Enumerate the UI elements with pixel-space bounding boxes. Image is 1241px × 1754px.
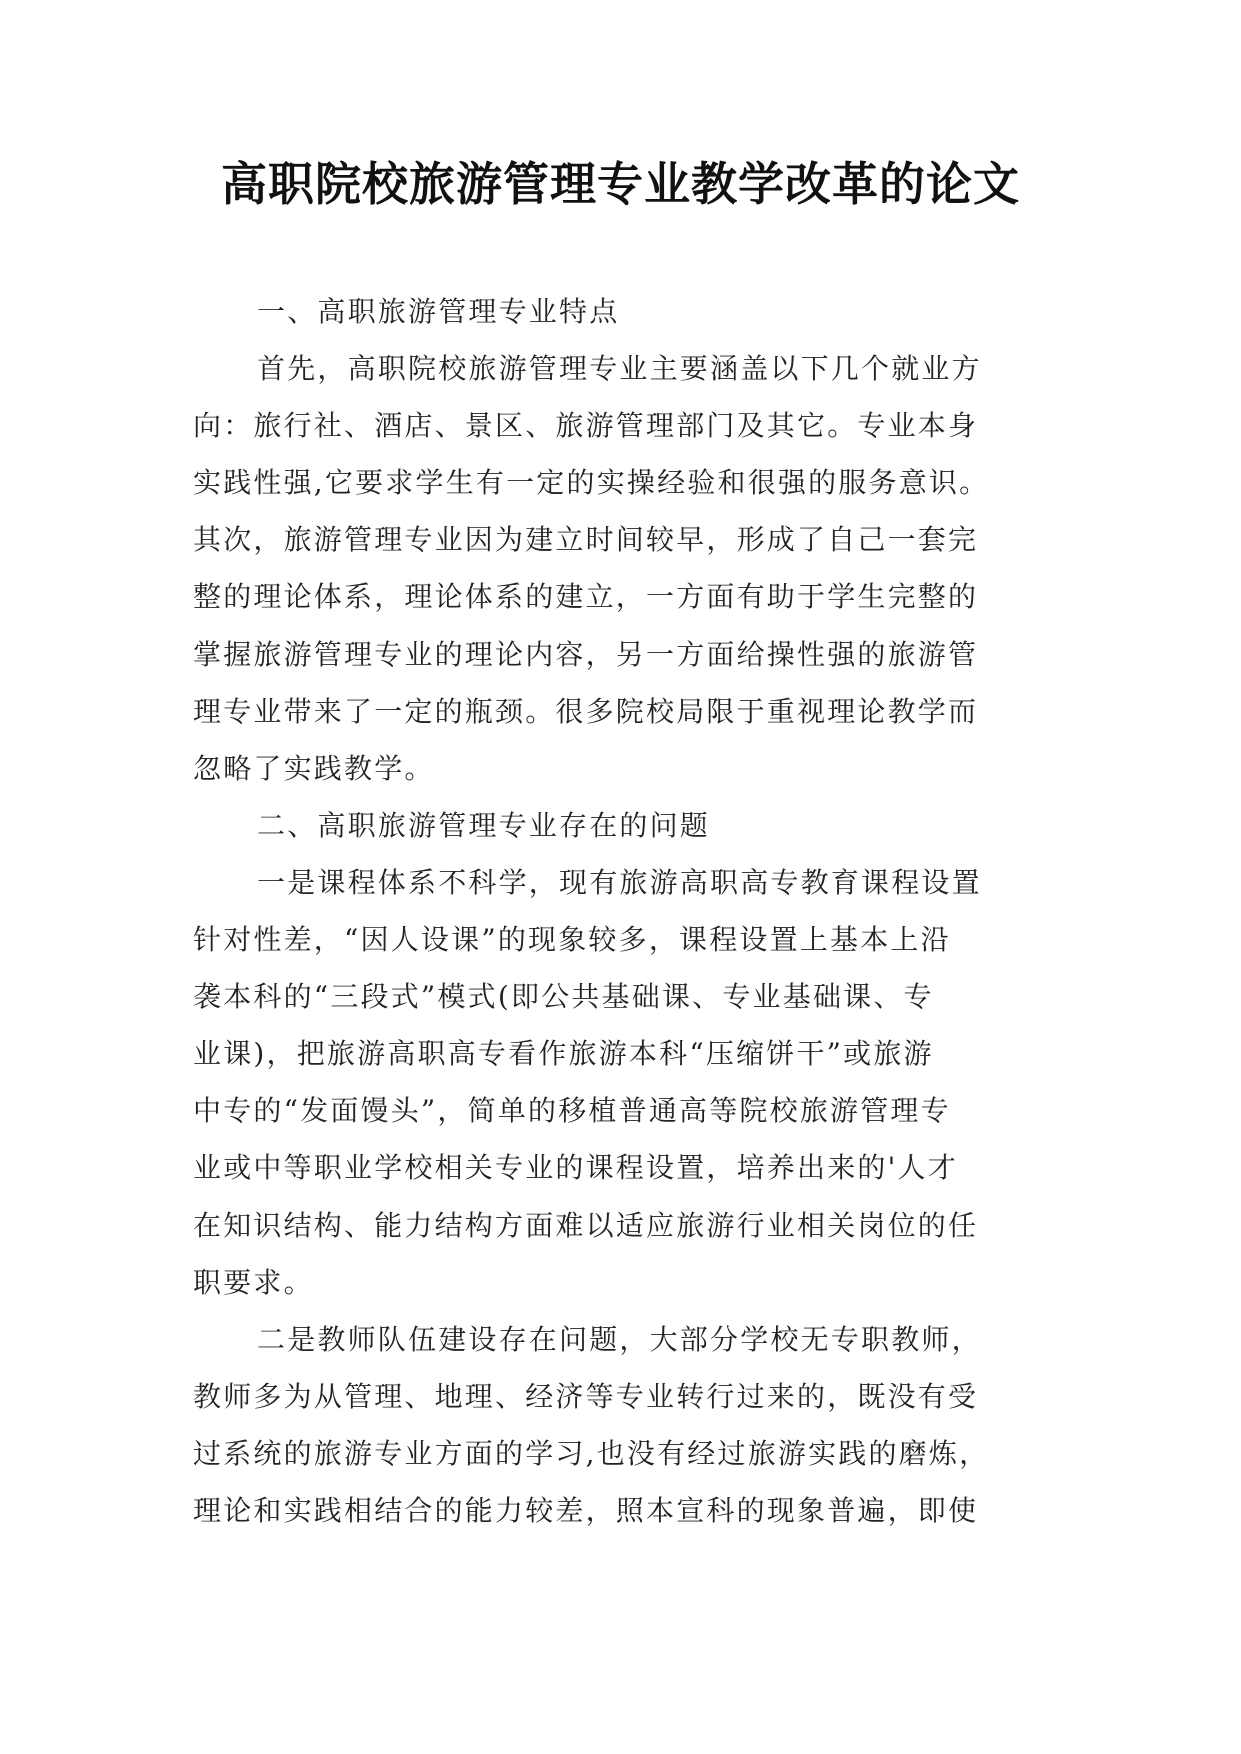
text-line: 一是课程体系不科学，现有旅游高职高专教育课程设置 — [257, 865, 982, 899]
text-line: 忽略了实践教学。 — [193, 751, 435, 785]
text-line: 整的理论体系，理论体系的建立，一方面有助于学生完整的 — [193, 580, 979, 614]
text-line: 其次，旅游管理专业因为建立时间较早，形成了自己一套完 — [193, 523, 979, 557]
text-line: 二、高职旅游管理专业存在的问题 — [257, 808, 711, 842]
text-line: 中专的“发面馒头”，简单的移植普通高等院校旅游管理专 — [193, 1094, 951, 1128]
text-line: 首先，高职院校旅游管理专业主要涵盖以下几个就业方 — [257, 352, 982, 386]
text-line: 袭本科的“三段式”模式(即公共基础课、专业基础课、专 — [193, 980, 934, 1014]
document-body — [193, 283, 1057, 1539]
text-line: 一、高职旅游管理专业特点 — [257, 295, 620, 328]
text-line: 向：旅行社、酒店、景区、旅游管理部门及其它。专业本身 — [193, 409, 979, 443]
text-line: 掌握旅游管理专业的理论内容，另一方面给操性强的旅游管 — [193, 637, 979, 671]
text-line: 业或中等职业学校相关专业的课程设置，培养出来的'人才 — [193, 1151, 958, 1185]
text-line: 在知识结构、能力结构方面难以适应旅游行业相关岗位的任 — [193, 1208, 979, 1242]
text-line: 过系统的旅游专业方面的学习,也没有经过旅游实践的磨炼， — [193, 1436, 990, 1470]
document-title: 高职院校旅游管理专业教学改革的论文 — [221, 157, 1020, 211]
text-line: 业课)，把旅游高职高专看作旅游本科“压缩饼干”或旅游 — [193, 1037, 934, 1071]
text-line: 针对性差，“因人设课”的现象较多，课程设置上基本上沿 — [193, 923, 951, 957]
text-line: 理论和实践相结合的能力较差，照本宣科的现象普遍，即使 — [193, 1493, 979, 1527]
text-line: 二是教师队伍建设存在问题，大部分学校无专职教师， — [257, 1322, 982, 1356]
text-line: 教师多为从管理、地理、经济等专业转行过来的，既没有受 — [193, 1379, 979, 1413]
text-line: 实践性强,它要求学生有一定的实操经验和很强的服务意识。 — [193, 466, 990, 500]
text-line: 职要求。 — [193, 1265, 314, 1299]
text-line: 理专业带来了一定的瓶颈。很多院校局限于重视理论教学而 — [193, 694, 979, 728]
